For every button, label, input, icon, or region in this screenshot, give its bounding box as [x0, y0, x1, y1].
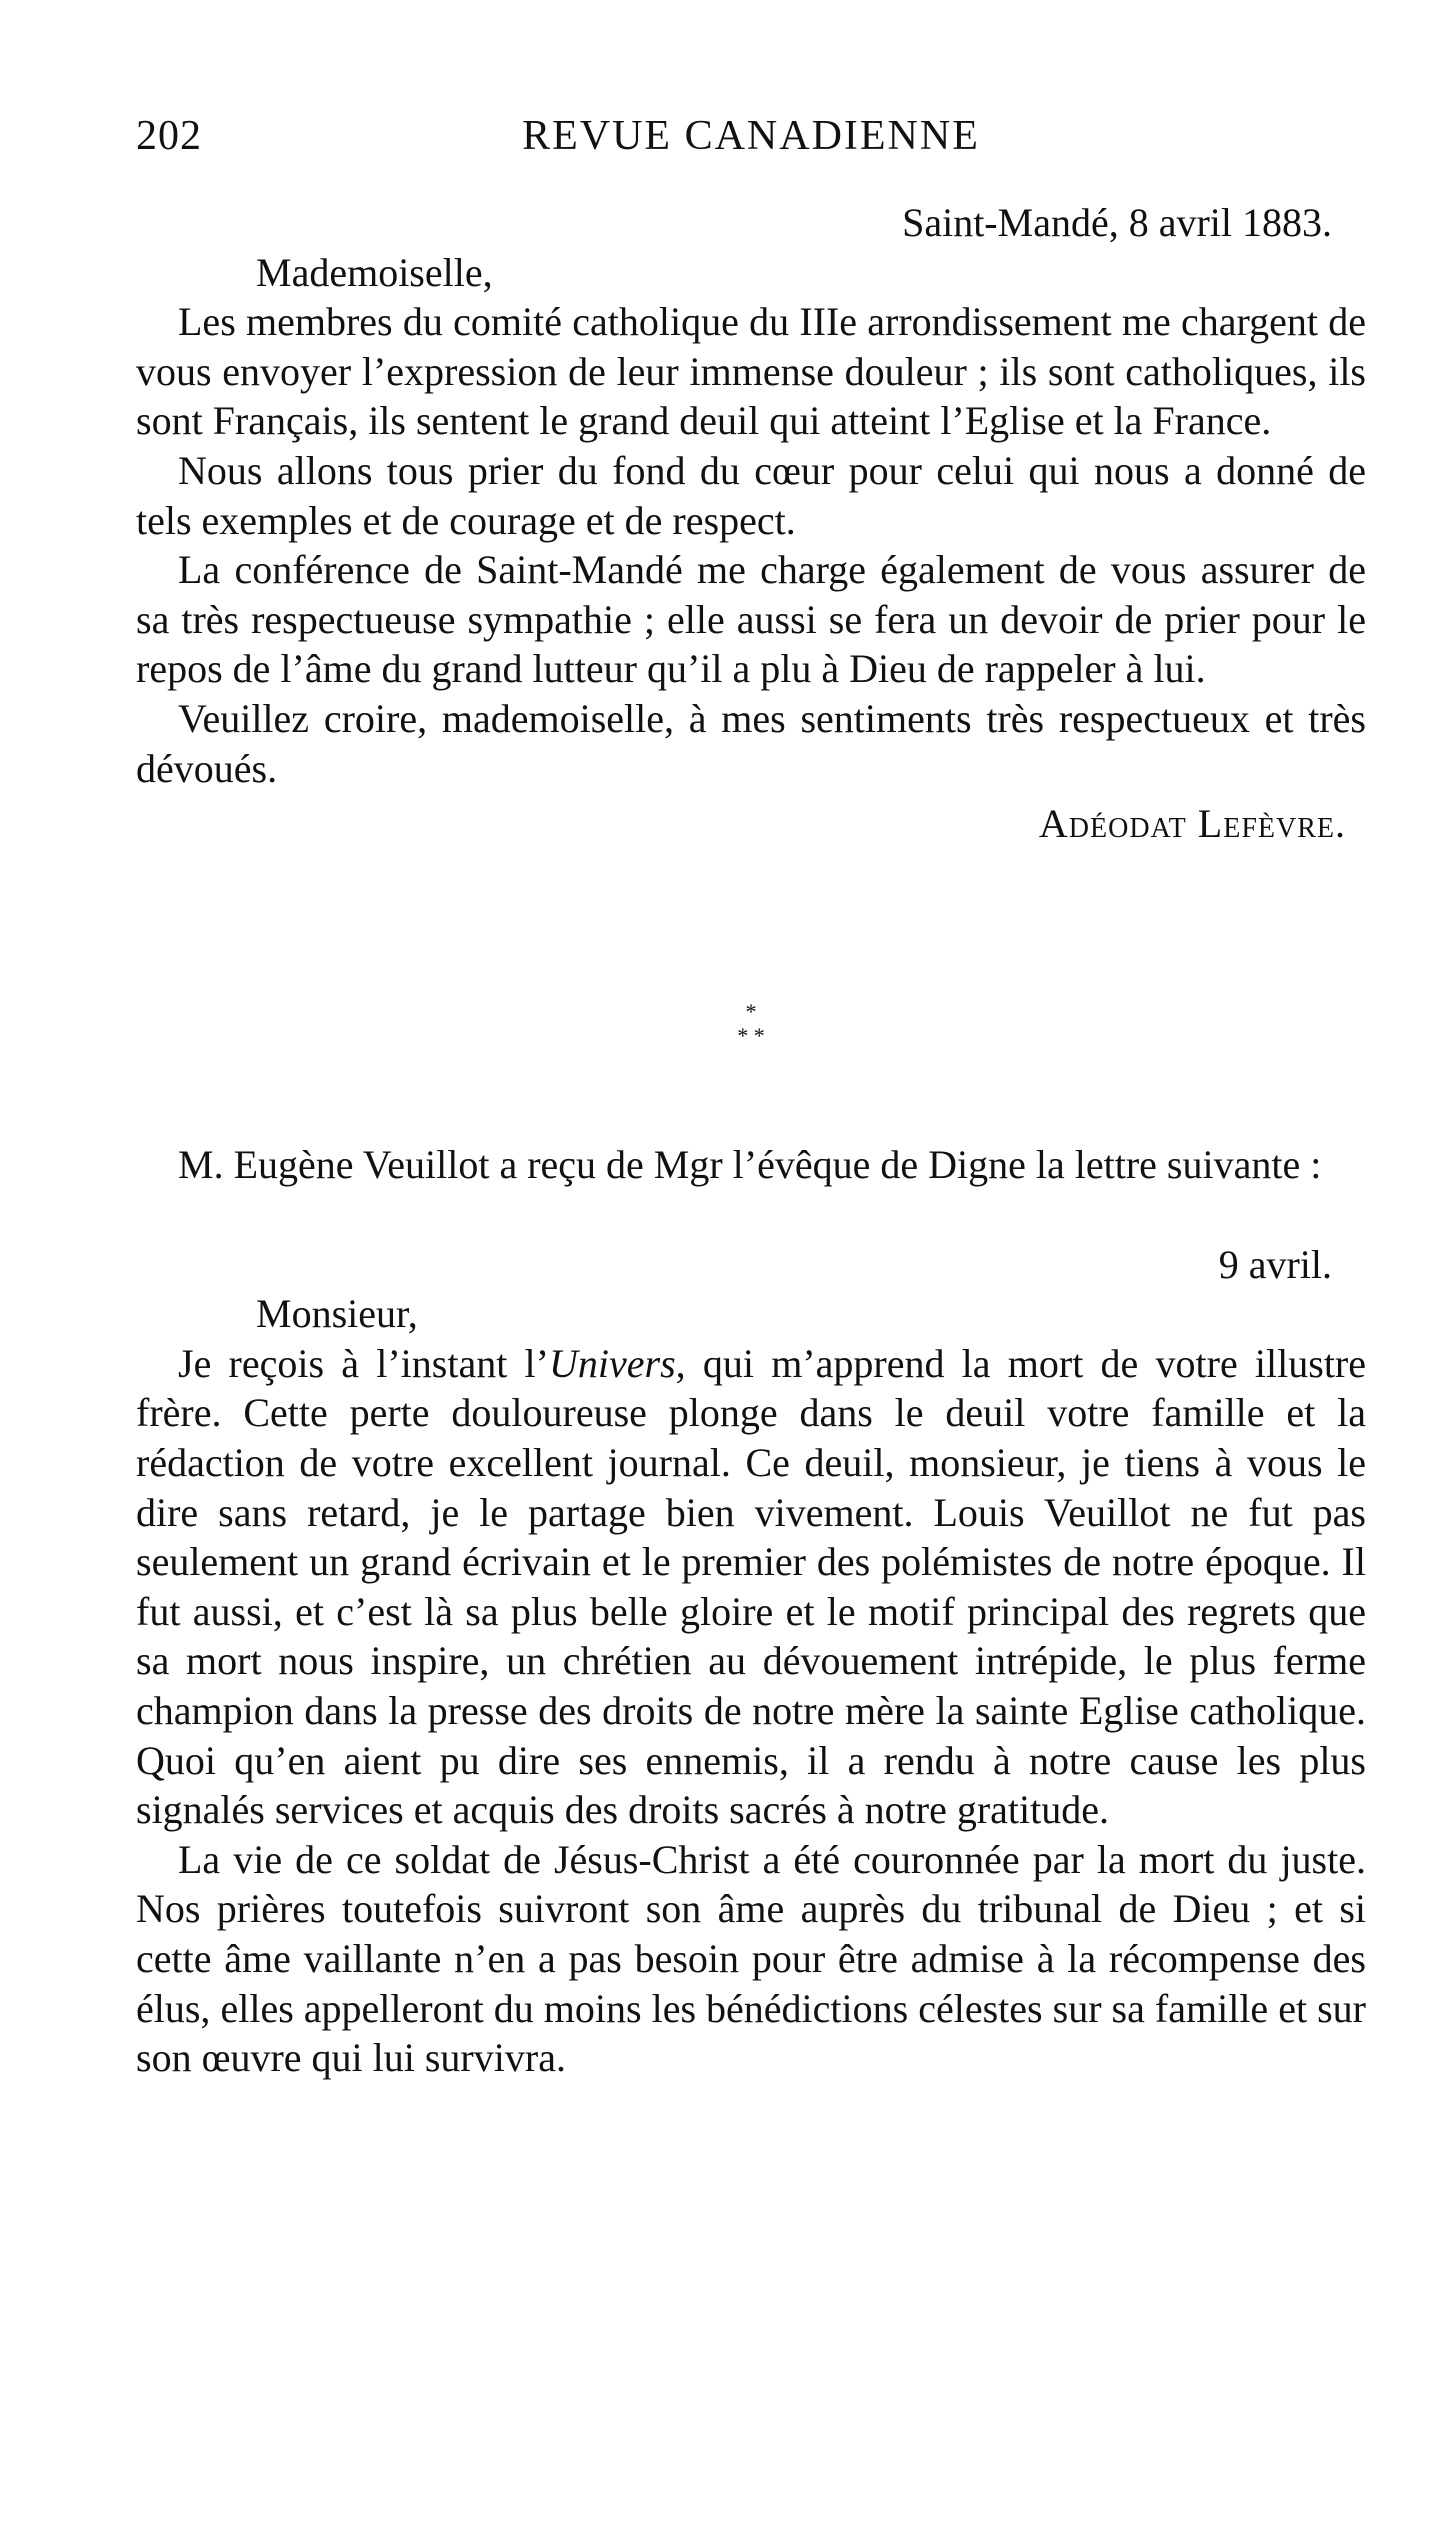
letter2-paragraph-2: La vie de ce soldat de Jésus-Christ a été couronnée par la mort du juste. Nos prières toutefois suivront son âme auprès du tribunal de Dieu ; et si cette âme vaillante n’en a pas besoin pour être admise à la récompense des élus, elles appelleront du moins les bénédictions célestes sur sa famille et sur son œuvre qui lui survivra.: [136, 1836, 1366, 2081]
letter1-paragraph-4: Veuillez croire, mademoiselle, à mes sentiments très respectueux et très dévoués.: [136, 695, 1366, 791]
separator-top-star: *: [745, 999, 757, 1024]
letter2-p1-start: Je reçois à l’instant l’: [178, 1340, 549, 1386]
letter2-paragraph-1: [136, 1339, 1366, 1835]
letter2-salutation: Monsieur,: [256, 1291, 418, 1337]
newspaper-title-univers: Univers: [549, 1340, 676, 1386]
bishop-letter-section: [136, 1140, 1366, 2083]
letter1-signature: Adéodat Lefèvre.: [1038, 801, 1346, 847]
letter1-paragraph-2: Nous allons tous prier du fond du cœur pour celui qui nous a donné de tels exemples et de courage et de respect.: [136, 447, 1366, 543]
section-separator: [136, 1000, 1366, 1048]
journal-title: REVUE CANADIENNE: [522, 113, 980, 159]
separator-bottom-stars: * *: [737, 1023, 765, 1048]
letter-saint-mande: [136, 198, 1366, 849]
page-number: 202: [136, 113, 202, 159]
letter1-paragraph-1: Les membres du comité catholique du IIIe arrondissement me chargent de vous envoyer l’expression de leur immense douleur ; ils sont catholiques, ils sont Français, ils sentent le grand deuil qui atteint l’Eglise et la France.: [136, 299, 1366, 444]
letter1-dateline: Saint-Mandé, 8 avril 1883.: [902, 200, 1332, 245]
letter2-p1-rest: , qui m’apprend la mort de votre illustre frère. Cette perte douloureuse plonge dans le deuil votre famille et la rédaction de votre excellent journal. Ce deuil, monsieur, je tiens à vous le dire sans retard, je le partage bien vivement. Louis Veuillot ne fut pas seulement un grand écrivain et le premier des polémistes de notre époque. Il fut aussi, et c’est là sa plus belle gloire et le motif principal des regrets que sa mort nous inspire, un chrétien au dévouement intrépide, le plus ferme champion dans la presse des droits de notre mère la sainte Eglise catholique. Quoi qu’en aient pu dire ses ennemis, il a rendu à notre cause les plus signalés services et acquis des droits sacrés à notre gratitude.: [136, 1340, 1367, 1833]
letter2-dateline: 9 avril.: [1218, 1241, 1332, 1287]
running-header: [136, 112, 1366, 172]
intro-paragraph: M. Eugène Veuillot a reçu de Mgr l’évêque de Digne la lettre suivante :: [178, 1142, 1322, 1187]
letter1-paragraph-3: La conférence de Saint-Mandé me charge également de vous assurer de sa très respectueuse sympathie ; elle aussi se fera un devoir de prier pour le repos de l’âme du grand lutteur qu’il a plu à Dieu de rappeler à lui.: [136, 547, 1366, 692]
letter1-salutation: Mademoiselle,: [256, 249, 493, 295]
